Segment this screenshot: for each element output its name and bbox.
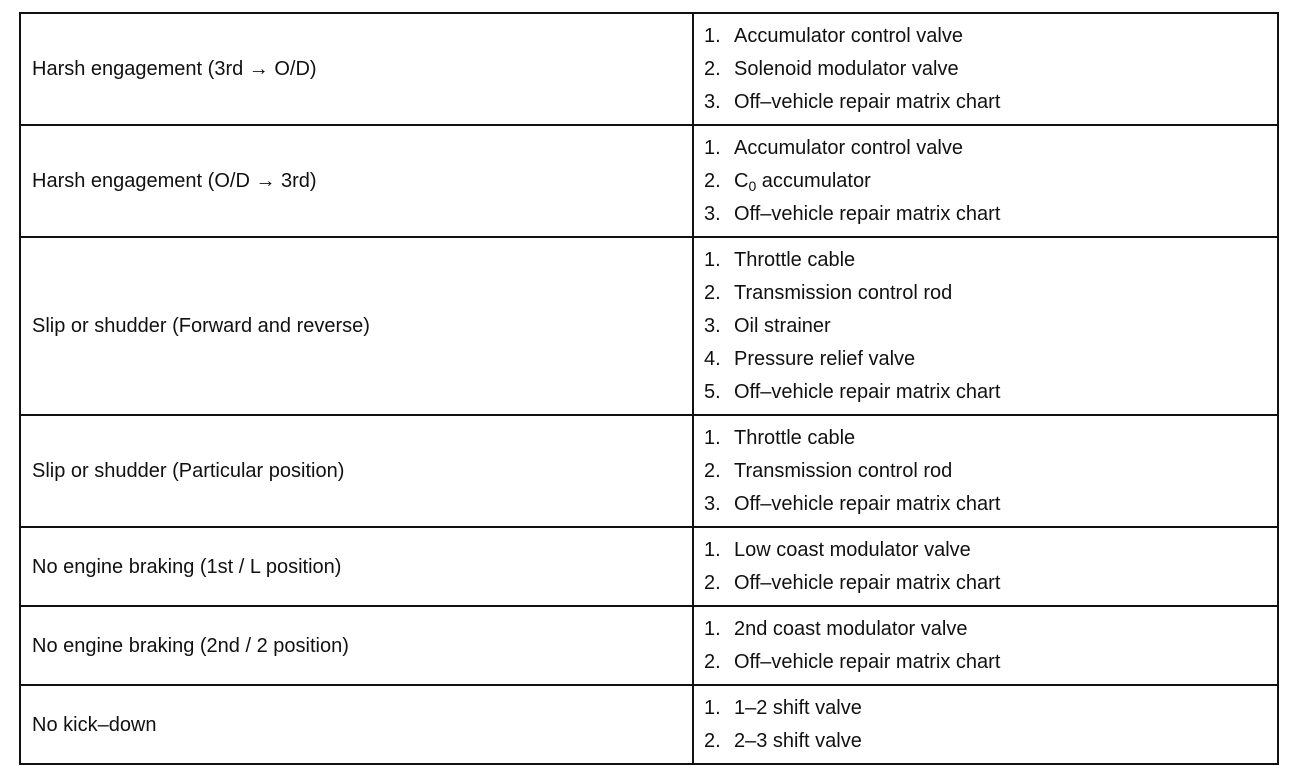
cause-item (704, 343, 1277, 376)
table-row (20, 606, 1278, 685)
cause-text-main: Off–vehicle repair matrix chart (734, 651, 1001, 673)
cause-text-main: Accumulator control valve (734, 25, 963, 47)
causes-cell (693, 237, 1278, 415)
cause-number: 4. (704, 348, 721, 370)
cause-item (704, 422, 1277, 455)
causes-cell (693, 685, 1278, 764)
causes-cell (693, 415, 1278, 527)
cause-text (734, 348, 1277, 371)
cause-number: 2. (704, 282, 721, 304)
cause-number: 2. (704, 730, 721, 752)
cause-text-main: Off–vehicle repair matrix chart (734, 572, 1001, 594)
cause-text (734, 381, 1277, 404)
cause-text-main: Throttle cable (734, 249, 856, 271)
cause-number: 2. (704, 58, 721, 80)
cause-text (734, 618, 1277, 641)
causes-cell (693, 13, 1278, 125)
cause-text-main: Accumulator control valve (734, 137, 963, 159)
cause-item (704, 277, 1277, 310)
cause-text (734, 651, 1277, 674)
cause-number: 1. (704, 137, 721, 159)
cause-text-main: Transmission control rod (734, 282, 953, 304)
cause-number: 3. (704, 493, 721, 515)
cause-text-suffix: accumulator (756, 170, 871, 192)
cause-number: 2. (704, 460, 721, 482)
cause-text-main: Pressure relief valve (734, 348, 916, 370)
cause-number: 2. (704, 572, 721, 594)
cause-text-main: 2nd coast modulator valve (734, 618, 968, 640)
cause-text (734, 493, 1277, 516)
cause-text (734, 25, 1277, 48)
causes-cell (693, 527, 1278, 606)
table-row (20, 685, 1278, 764)
cause-text-main: Oil strainer (734, 315, 831, 337)
symptom-cell: No engine braking (2nd / 2 position) (20, 606, 693, 685)
cause-number: 1. (704, 618, 721, 640)
cause-item (704, 310, 1277, 343)
cause-text (734, 282, 1277, 305)
table-row (20, 13, 1278, 125)
cause-number: 1. (704, 539, 721, 561)
cause-text (734, 91, 1277, 114)
symptom-cell: Harsh engagement (O/D → 3rd) (20, 125, 693, 237)
cause-text (734, 170, 1277, 193)
troubleshooting-table (19, 12, 1279, 765)
cause-item (704, 165, 1277, 198)
cause-text-main: Off–vehicle repair matrix chart (734, 493, 1001, 515)
cause-text-main: 1–2 shift valve (734, 697, 862, 719)
cause-text-main: Off–vehicle repair matrix chart (734, 91, 1001, 113)
cause-text (734, 137, 1277, 160)
cause-text-main: Transmission control rod (734, 460, 953, 482)
cause-text (734, 697, 1277, 720)
cause-text (734, 539, 1277, 562)
cause-text (734, 58, 1277, 81)
table-row (20, 527, 1278, 606)
symptom-cell: Slip or shudder (Particular position) (20, 415, 693, 527)
cause-number: 1. (704, 25, 721, 47)
cause-text (734, 427, 1277, 450)
cause-text-subscript: 0 (748, 178, 757, 194)
cause-number: 1. (704, 249, 721, 271)
cause-item (704, 488, 1277, 521)
cause-number: 1. (704, 697, 721, 719)
cause-item (704, 53, 1277, 86)
table-row (20, 415, 1278, 527)
table-row (20, 237, 1278, 415)
cause-text (734, 249, 1277, 272)
symptom-cell: Harsh engagement (3rd → O/D) (20, 13, 693, 125)
cause-text-main: C (734, 170, 749, 192)
cause-item (704, 86, 1277, 119)
cause-item (704, 20, 1277, 53)
cause-text (734, 730, 1277, 753)
table-row (20, 125, 1278, 237)
cause-item (704, 376, 1277, 409)
cause-text (734, 203, 1277, 226)
symptom-cell: No kick–down (20, 685, 693, 764)
cause-text (734, 315, 1277, 338)
symptom-cell: Slip or shudder (Forward and reverse) (20, 237, 693, 415)
cause-text (734, 460, 1277, 483)
cause-item (704, 692, 1277, 725)
cause-item (704, 244, 1277, 277)
cause-number: 3. (704, 315, 721, 337)
cause-item (704, 455, 1277, 488)
cause-item (704, 132, 1277, 165)
cause-item (704, 725, 1277, 758)
cause-number: 3. (704, 91, 721, 113)
cause-text-main: Off–vehicle repair matrix chart (734, 203, 1001, 225)
cause-item (704, 534, 1277, 567)
cause-item (704, 613, 1277, 646)
cause-item (704, 646, 1277, 679)
cause-number: 3. (704, 203, 721, 225)
cause-number: 2. (704, 651, 721, 673)
cause-number: 1. (704, 427, 721, 449)
cause-text-main: Solenoid modulator valve (734, 58, 959, 80)
cause-text-main: Off–vehicle repair matrix chart (734, 381, 1001, 403)
troubleshooting-table-body (20, 13, 1278, 764)
cause-item (704, 567, 1277, 600)
cause-item (704, 198, 1277, 231)
causes-cell (693, 606, 1278, 685)
cause-number: 2. (704, 170, 721, 192)
cause-text-main: Low coast modulator valve (734, 539, 971, 561)
cause-text (734, 572, 1277, 595)
causes-cell (693, 125, 1278, 237)
symptom-cell: No engine braking (1st / L position) (20, 527, 693, 606)
cause-text-main: 2–3 shift valve (734, 730, 862, 752)
cause-text-main: Throttle cable (734, 427, 856, 449)
cause-number: 5. (704, 381, 721, 403)
